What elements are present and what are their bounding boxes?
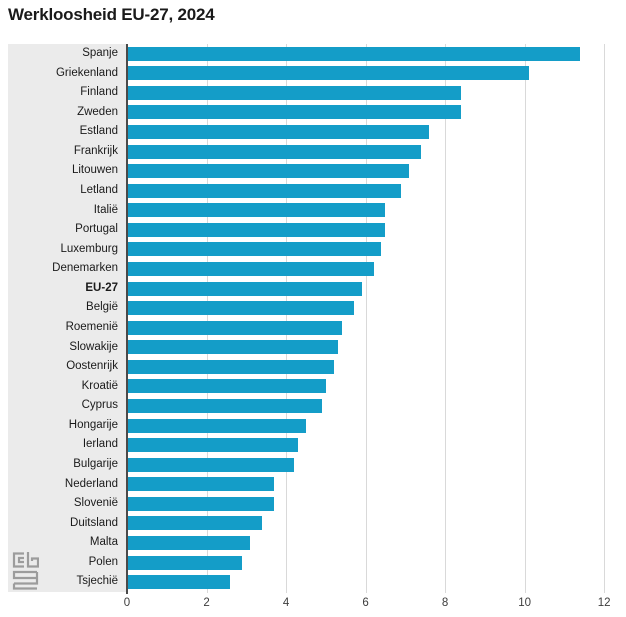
bar (127, 340, 338, 354)
x-tick-label: 4 (282, 597, 290, 609)
x-tick-label: 2 (203, 597, 210, 609)
x-tick-label: 6 (362, 597, 369, 609)
category-label: Tsjechië (76, 575, 118, 588)
category-label: Portugal (75, 223, 118, 236)
category-label: Ierland (82, 438, 118, 451)
category-label: Polen (88, 555, 118, 568)
bar (127, 66, 529, 80)
category-label: Luxemburg (60, 242, 118, 255)
bar (127, 86, 461, 100)
bar (127, 164, 409, 178)
category-label: Bulgarije (73, 457, 118, 470)
category-label: Estland (79, 125, 118, 138)
bar (127, 105, 461, 119)
bar (127, 125, 429, 139)
bar (127, 223, 385, 237)
category-label: Cyprus (81, 399, 118, 412)
bar (127, 203, 385, 217)
bar (127, 438, 298, 452)
category-label: EU-27 (85, 281, 118, 294)
bar (127, 184, 401, 198)
bar (127, 556, 242, 570)
bar (127, 262, 374, 276)
category-label: Roemenië (65, 320, 118, 333)
x-axis (123, 597, 618, 613)
category-label: Slowakije (69, 340, 118, 353)
bar (127, 321, 342, 335)
bar (127, 516, 262, 530)
x-tick-label: 8 (441, 597, 449, 609)
category-label: Malta (89, 536, 118, 549)
category-label: Litouwen (71, 164, 118, 177)
y-axis-line (126, 44, 128, 594)
category-label: Denemarken (52, 262, 118, 275)
category-label: Letland (80, 183, 118, 196)
category-label: Duitsland (70, 516, 118, 529)
bar-chart (8, 44, 618, 592)
x-tick-label: 12 (597, 597, 611, 609)
bar (127, 360, 334, 374)
bar (127, 497, 274, 511)
bar (127, 399, 322, 413)
chart-title: Werkloosheid EU-27, 2024 (8, 5, 215, 24)
bar (127, 477, 274, 491)
category-label: België (86, 301, 118, 314)
category-label: Slovenië (73, 497, 118, 510)
category-label: Griekenland (55, 66, 118, 79)
category-label-panel (8, 44, 127, 592)
category-label: Nederland (64, 477, 118, 490)
category-label: Spanje (82, 47, 118, 59)
bar (127, 301, 354, 315)
cbs-logo (12, 551, 39, 590)
bar (127, 419, 306, 433)
bar (127, 145, 421, 159)
bar (127, 379, 326, 393)
bar (127, 242, 381, 256)
category-label: Frankrijk (73, 144, 118, 157)
category-label: Hongarije (68, 418, 118, 431)
bar (127, 575, 230, 589)
bar (127, 47, 580, 61)
category-label: Italië (93, 203, 118, 216)
bar (127, 282, 362, 296)
category-label: Finland (80, 86, 118, 99)
category-label: Kroatië (81, 379, 118, 392)
category-label: Zweden (77, 105, 118, 118)
bar (127, 536, 250, 550)
x-tick-label: 10 (518, 597, 531, 609)
bar (127, 458, 294, 472)
x-tick-label: 0 (123, 597, 131, 609)
category-label: Oostenrijk (66, 360, 118, 373)
plot-area (127, 44, 618, 592)
